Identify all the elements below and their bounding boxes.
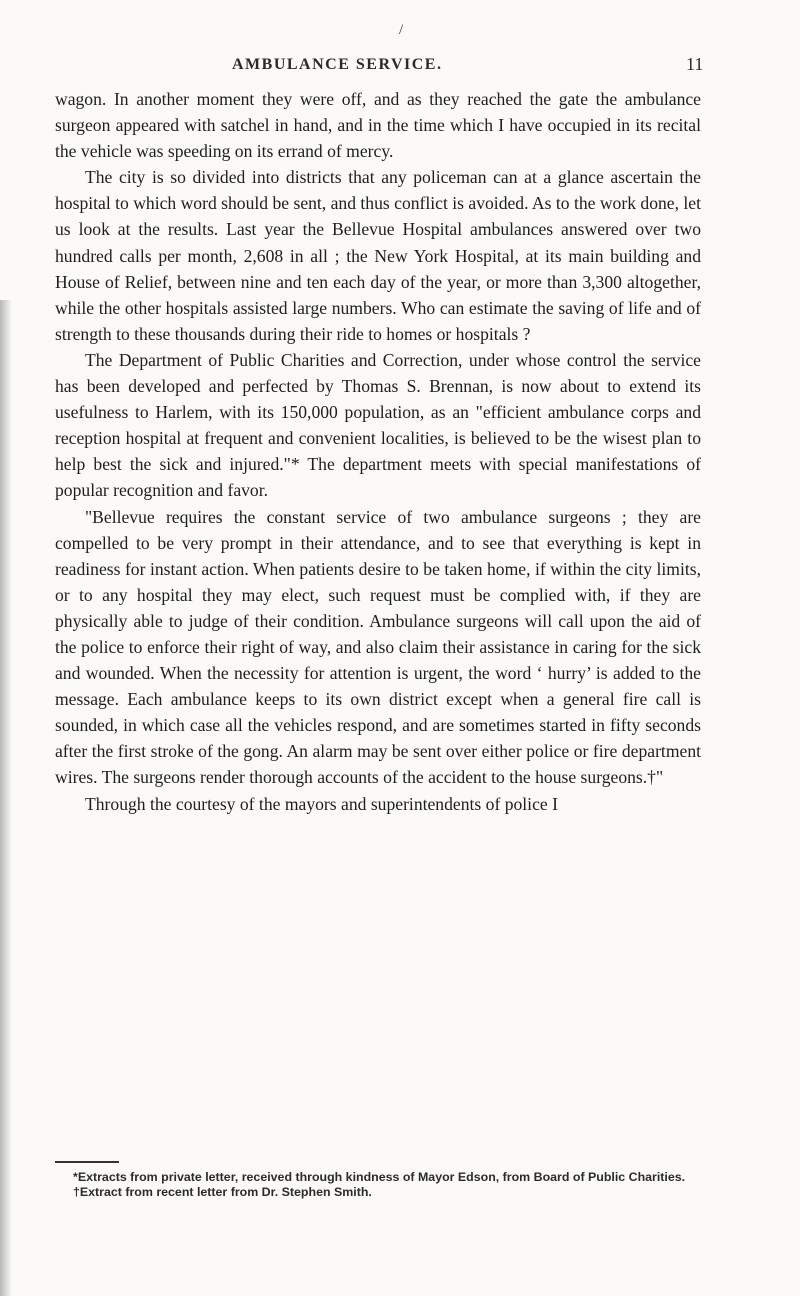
- paragraph-courtesy: Through the courtesy of the mayors and superintendents of police I: [85, 793, 558, 814]
- footnote-dagger: †Extract from recent letter from Dr. Stephen Smith.: [73, 1185, 372, 1199]
- margin-pencil-mark: /: [399, 22, 404, 38]
- body-text: [55, 86, 701, 817]
- footnotes: [55, 1170, 705, 1200]
- paragraph-continuation: wagon. In another moment they were off, and as they reached the gate the ambulance surgeon appeared with satchel in hand, and in the time which I have occupied in its recital the vehicle was speeding on its errand of mercy.: [55, 89, 701, 162]
- paragraph-districts: The city is so divided into districts that any policeman can at a glance ascertain the hospital to which word should be sent, and thus conflict is avoided. As to the work done, let us look at the results. Last year the Bellevue Hospital ambulances answered over two hundred calls per month, 2,608 in all ; the New York Hospital, at its main building and House of Relief, between nine and ten each day of the year, or more than 3,300 altogether, while the other hospitals assisted large numbers. Who can estimate the saving of life and of strength to these thousands during their ride to homes or hospitals ?: [55, 167, 701, 344]
- footnote-rule: [55, 1161, 119, 1163]
- binding-gutter-shadow: [0, 300, 12, 1296]
- running-title: AMBULANCE SERVICE.: [232, 56, 443, 73]
- paragraph-bellevue-quote: "Bellevue requires the constant service of two ambulance surgeons ; they are compelled to be very prompt in their attendance, and to see that everything is kept in readiness for instant action. When patients desire to be taken home, if within the city limits, or to any hospital they may elect, such request must be complied with, if they are physically able to judge of their condition. Ambulance surgeons will call upon the aid of the police to enforce their right of way, and also claim their assistance in caring for the sick and wounded. When the necessity for attention is urgent, the word ‘ hurry’ is added to the message. Each ambulance keeps to its own district except when a general fire call is sounded, in which case all the vehicles respond, and are sometimes started in fifty seconds after the first stroke of the gong. An alarm may be sent over either police or fire department wires. The surgeons render thorough accounts of the accident to the house surgeons.†": [55, 506, 701, 788]
- footnote-star: *Extracts from private letter, received through kindness of Mayor Edson, from Board of Public Charities.: [73, 1170, 686, 1184]
- page-number: 11: [686, 54, 704, 74]
- paragraph-department: The Department of Public Charities and Correction, under whose control the service has been developed and perfected by Thomas S. Brennan, is now about to extend its usefulness to Harlem, with its 150,000 population, as an "efficient ambulance corps and reception hospital at frequent and convenient localities, is believed to be the wisest plan to help best the sick and injured."* The department meets with special manifestations of popular recognition and favor.: [55, 349, 701, 501]
- running-head: [0, 46, 800, 76]
